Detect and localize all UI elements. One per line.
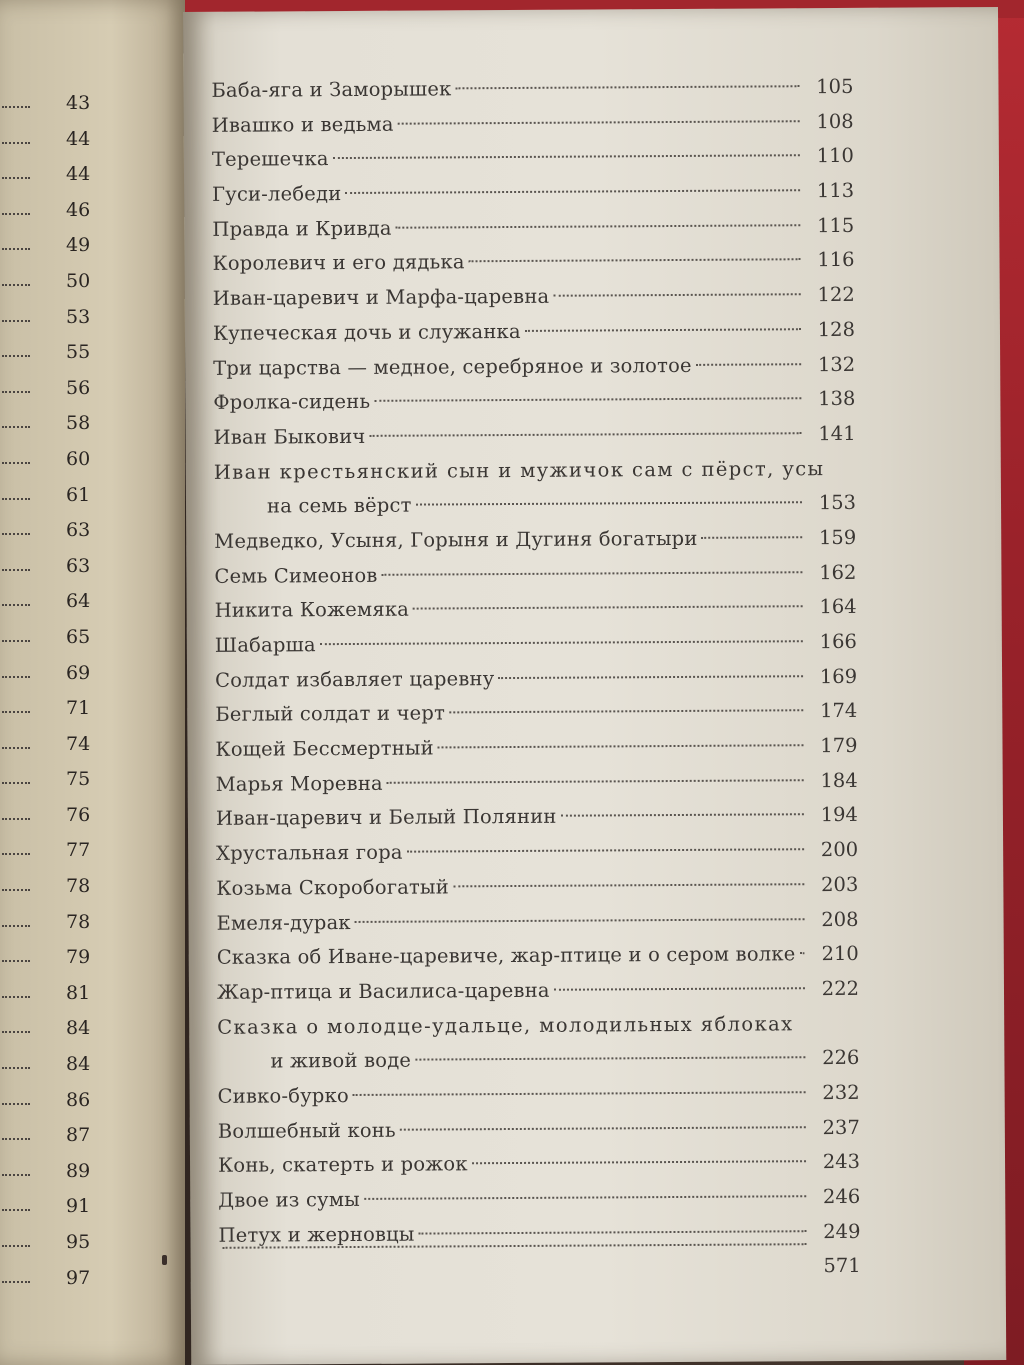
- toc-entry-title: Конь, скатерть и рожок: [217, 1152, 468, 1178]
- left-page-entry: [0, 124, 120, 160]
- toc-page-number: 249: [823, 1219, 861, 1243]
- dot-leader: [320, 640, 803, 645]
- toc-entry: [216, 833, 859, 872]
- toc-entry: [213, 347, 856, 386]
- toc-page-number: 194: [820, 803, 858, 827]
- toc-entry-title: Сказка о молодце-удальце, молодильных яблоках: [217, 1011, 794, 1039]
- dot-leader: [2, 320, 30, 322]
- left-page-entry: [0, 942, 120, 978]
- dot-leader: [353, 1091, 806, 1096]
- toc-page-number: 116: [817, 248, 855, 272]
- page-number: 79: [66, 946, 91, 969]
- dot-leader: [396, 224, 801, 228]
- page-number: 61: [66, 483, 91, 506]
- dot-leader: [696, 363, 801, 366]
- toc-page-number: 174: [819, 699, 858, 723]
- toc-entry-title: Солдат избавляет царевну: [215, 666, 495, 692]
- toc-page-number: 132: [817, 352, 856, 376]
- toc-entry-title: Баба-яга и Заморышек: [211, 77, 452, 102]
- toc-entry: [212, 105, 852, 144]
- dot-leader: [2, 1209, 30, 1211]
- page-number: 97: [66, 1266, 91, 1289]
- page-number: 63: [66, 519, 91, 542]
- dot-leader: [438, 744, 804, 748]
- left-page-entry: [0, 515, 120, 551]
- toc-entry: [218, 1076, 858, 1115]
- left-page-entry: [0, 622, 120, 658]
- page-number: 78: [66, 910, 91, 933]
- toc-page-number: 162: [819, 560, 857, 584]
- page-number: 64: [66, 590, 91, 613]
- page-number: 84: [66, 1017, 91, 1040]
- toc-entry-title: Иван крестьянский сын и мужичок сам с пёрст, усы: [213, 456, 825, 484]
- dot-leader: [419, 1230, 807, 1234]
- dot-leader: [407, 848, 804, 852]
- left-page: [0, 0, 185, 1365]
- page-number: 49: [66, 234, 91, 257]
- toc-entry-title: Марья Моревна: [215, 771, 383, 796]
- dot-leader: [382, 571, 803, 576]
- dot-leader: [554, 987, 805, 991]
- toc-page-number: 184: [820, 768, 858, 792]
- page-number: 84: [66, 1053, 91, 1076]
- page-number: 95: [66, 1231, 91, 1253]
- dot-leader: [2, 498, 30, 500]
- dot-leader: [2, 1103, 30, 1105]
- left-page-entry: [0, 195, 120, 231]
- dot-leader: [2, 676, 30, 678]
- toc-entry-title: Сказка об Иване-царевиче, жар-птице и о сером волке: [216, 942, 796, 970]
- toc-page-number: 246: [822, 1184, 861, 1209]
- left-page-entry: [0, 586, 120, 622]
- page-number: 53: [66, 305, 91, 328]
- toc-entry-title: Хрустальная гора: [216, 840, 403, 865]
- toc-entry-title: Сивко-бурко: [217, 1083, 349, 1108]
- dot-leader: [2, 1067, 30, 1069]
- toc-page-number: 210: [821, 942, 859, 966]
- toc-entry-title: Купеческая дочь и служанка: [212, 319, 521, 345]
- toc-entry: [219, 1249, 859, 1288]
- toc-entry-title: Правда и Кривда: [212, 216, 392, 241]
- left-page-entry: [0, 88, 120, 124]
- dot-leader: [2, 782, 30, 784]
- dot-leader: [472, 1161, 806, 1165]
- page-number: 78: [66, 875, 91, 898]
- dot-leader: [355, 918, 805, 923]
- dot-leader: [498, 675, 803, 679]
- dot-leader: [449, 710, 803, 714]
- left-page-entry: [0, 337, 120, 373]
- toc-entry-title: Терешечка: [211, 147, 329, 172]
- left-page-entry: [0, 159, 120, 195]
- toc-entry-title: Гуси-лебеди: [212, 182, 342, 206]
- toc-page-number: 166: [819, 629, 857, 654]
- dot-leader: [2, 248, 30, 250]
- left-page-entry: [0, 1156, 120, 1192]
- dot-leader: [455, 85, 799, 89]
- toc-entry-title: Иван-царевич и Белый Полянин: [215, 805, 557, 831]
- page-number: 43: [66, 92, 91, 114]
- toc-entry-title: Королевич и его дядька: [212, 250, 465, 276]
- page-number: 44: [66, 127, 91, 150]
- left-page-entry: [0, 871, 120, 907]
- left-page-entry: [0, 373, 120, 409]
- toc-entry: [216, 764, 856, 803]
- dot-leader: [369, 432, 801, 437]
- dot-leader: [2, 960, 30, 962]
- toc-entry-title: Семь Симеонов: [214, 563, 378, 588]
- toc-page-number: 141: [818, 421, 856, 446]
- page-number: 71: [66, 697, 91, 720]
- toc-entry: [216, 868, 859, 907]
- toc-page-number: 110: [816, 144, 854, 168]
- dot-leader: [2, 1031, 30, 1033]
- toc-entry: [217, 1145, 861, 1184]
- dot-leader: [2, 853, 30, 855]
- dot-leader: [364, 1195, 806, 1200]
- toc-page-number: 179: [820, 733, 858, 758]
- dot-leader: [2, 889, 30, 891]
- dot-leader: [2, 177, 30, 179]
- toc-entry-title-continued: на семь вёрст: [266, 493, 412, 518]
- page-number: 75: [66, 768, 91, 791]
- left-page-entry: [0, 1227, 120, 1263]
- left-page-entry: [0, 764, 120, 800]
- dot-leader: [2, 284, 30, 286]
- toc-entry-title: Емеля-дурак: [216, 910, 351, 935]
- dot-leader: [469, 259, 801, 263]
- page-number: 87: [66, 1124, 91, 1147]
- toc-page-number: 153: [818, 491, 857, 515]
- toc-entry: [217, 1006, 860, 1079]
- toc-page-number: 169: [819, 664, 858, 688]
- page-number: 56: [66, 376, 91, 399]
- left-page-entry: [0, 230, 120, 266]
- toc-page-number: 232: [822, 1080, 860, 1105]
- toc-page-number: 164: [819, 595, 857, 619]
- dot-leader: [2, 640, 30, 642]
- page-number: 44: [66, 163, 91, 186]
- dot-leader: [2, 142, 30, 144]
- page-mark: [162, 1255, 167, 1265]
- toc-entry-title-continued: и живой воде: [270, 1048, 412, 1073]
- left-page-entry: [0, 408, 120, 444]
- toc-page-number: 208: [821, 907, 859, 931]
- toc-entry-title: Волшебный конь: [217, 1118, 396, 1143]
- toc-entry-title: Шабарша: [214, 633, 316, 657]
- toc-page-number: 108: [816, 109, 854, 133]
- dot-leader: [2, 604, 30, 606]
- page-number: 77: [66, 839, 91, 862]
- toc-entry-title: Кощей Бессмертный: [215, 736, 434, 761]
- dot-leader: [387, 779, 804, 784]
- dot-leader: [2, 925, 30, 927]
- page-number: 76: [66, 803, 91, 826]
- toc-entry-title: Петух и жерновцы: [218, 1222, 415, 1247]
- left-page-entry: [0, 978, 120, 1014]
- page-number: 89: [66, 1159, 91, 1182]
- toc-page-number: 138: [818, 387, 856, 411]
- toc-entry-title: Беглый солдат и черт: [215, 701, 446, 727]
- toc-page-number: 105: [816, 74, 854, 99]
- left-page-entry: [0, 693, 120, 729]
- toc-entry: [218, 1180, 861, 1219]
- left-page-entry: [0, 1120, 120, 1156]
- left-page-number-list: [0, 88, 120, 1298]
- right-page: [183, 7, 1006, 1365]
- dot-leader: [2, 1245, 30, 1247]
- toc-entry: [214, 521, 857, 560]
- page-number: 60: [66, 447, 91, 470]
- dot-leader: [2, 818, 30, 820]
- page-number: 81: [66, 981, 91, 1004]
- page-number: 46: [66, 198, 91, 221]
- toc-entry-title: Жар-птица и Василиса-царевна: [216, 978, 550, 1004]
- toc-entry: [212, 174, 855, 213]
- toc-entry-title: Иван Быкович: [213, 424, 366, 449]
- toc-page-number: 571: [823, 1254, 861, 1278]
- dot-leader: [415, 1056, 805, 1060]
- toc-entry: [213, 417, 856, 456]
- left-page-entry: [0, 907, 120, 943]
- dot-leader: [2, 1281, 30, 1283]
- toc-entry: [217, 937, 857, 976]
- toc-entry: [216, 972, 860, 1011]
- left-page-entry: [0, 1191, 120, 1227]
- toc-entry-title: Ивашко и ведьма: [211, 112, 394, 137]
- dot-leader: [2, 106, 30, 108]
- left-page-entry: [0, 1085, 120, 1121]
- dot-leader: [799, 952, 804, 954]
- left-page-entry: [0, 302, 120, 338]
- toc-entry-title: Козьма Скоробогатый: [216, 875, 449, 900]
- toc-entry-title: Фролка-сидень: [213, 390, 371, 415]
- toc-entry: [215, 660, 858, 699]
- page-number: 74: [66, 732, 91, 755]
- toc-page-number: 159: [818, 525, 857, 550]
- dot-leader: [561, 814, 804, 817]
- toc-entry: [218, 1111, 858, 1150]
- page-number: 63: [66, 554, 91, 577]
- toc-entry: [212, 243, 855, 282]
- toc-entry: [216, 902, 859, 941]
- dot-leader: [2, 391, 30, 393]
- dot-leader: [333, 155, 800, 160]
- dot-leader: [2, 711, 30, 713]
- dot-leader: [525, 328, 801, 332]
- dot-leader: [702, 536, 803, 539]
- toc-entry: [215, 694, 858, 733]
- toc-entry: [213, 278, 853, 317]
- left-page-entry: [0, 1263, 120, 1299]
- toc-entry-title: Иван-царевич и Марфа-царевна: [212, 284, 550, 310]
- toc-page-number: 203: [821, 872, 859, 896]
- page-number: 58: [66, 412, 91, 435]
- dot-leader: [2, 747, 30, 749]
- page-number: 86: [66, 1088, 91, 1111]
- toc-page-number: 122: [817, 283, 855, 307]
- dot-leader: [2, 1174, 30, 1176]
- toc-entry: [215, 729, 858, 768]
- dot-leader: [553, 293, 800, 297]
- toc-entry: [213, 382, 856, 421]
- dot-leader: [2, 533, 30, 535]
- dot-leader: [2, 1138, 30, 1140]
- toc-page-number: 226: [822, 1046, 860, 1070]
- page-number: 55: [66, 341, 91, 364]
- toc-entry-title: Три царства — медное, серебряное и золотое: [213, 353, 692, 380]
- left-page-entry: [0, 729, 120, 765]
- left-page-entry: [0, 1013, 120, 1049]
- dot-leader: [2, 355, 30, 357]
- toc-page-number: 243: [822, 1150, 861, 1174]
- table-of-contents: [211, 70, 861, 1288]
- page-number: 65: [66, 625, 91, 648]
- toc-entry-title: Медведко, Усыня, Горыня и Дугиня богатыри: [214, 526, 698, 553]
- toc-entry: [216, 798, 856, 837]
- toc-entry: [212, 139, 852, 178]
- dot-leader: [345, 189, 800, 194]
- toc-entry: [215, 625, 855, 664]
- toc-entry: [214, 556, 857, 595]
- toc-page-number: 237: [822, 1115, 860, 1139]
- toc-entry: [213, 451, 857, 524]
- dot-leader: [2, 213, 30, 215]
- toc-page-number: 222: [821, 976, 860, 1001]
- toc-entry: [212, 209, 855, 248]
- dot-leader: [398, 120, 800, 124]
- toc-page-number: 113: [816, 178, 855, 203]
- dot-leader: [2, 426, 30, 428]
- dot-leader: [2, 462, 30, 464]
- toc-entry: [215, 590, 855, 629]
- left-page-entry: [0, 480, 120, 516]
- toc-entry: [212, 313, 856, 352]
- page-number: 50: [66, 269, 91, 292]
- left-page-entry: [0, 835, 120, 871]
- page-number: 69: [66, 661, 91, 684]
- dot-leader: [413, 606, 803, 610]
- toc-entry-title: Двое из сумы: [218, 1187, 360, 1212]
- toc-page-number: 128: [817, 317, 856, 341]
- dot-leader: [416, 501, 802, 505]
- toc-entry-title: Никита Кожемяка: [214, 597, 410, 623]
- left-page-entry: [0, 658, 120, 694]
- toc-entry: [211, 70, 854, 109]
- dot-leader: [453, 883, 804, 887]
- left-page-entry: [0, 444, 120, 480]
- dot-leader: [2, 569, 30, 571]
- dot-leader: [400, 1126, 806, 1130]
- dot-leader: [374, 397, 801, 402]
- page-number: 91: [66, 1195, 91, 1218]
- left-page-entry: [0, 551, 120, 587]
- left-page-entry: [0, 1049, 120, 1085]
- toc-page-number: 115: [817, 213, 855, 237]
- toc-page-number: 200: [820, 838, 859, 862]
- dot-leader: [2, 996, 30, 998]
- left-page-entry: [0, 266, 120, 302]
- left-page-entry: [0, 800, 120, 836]
